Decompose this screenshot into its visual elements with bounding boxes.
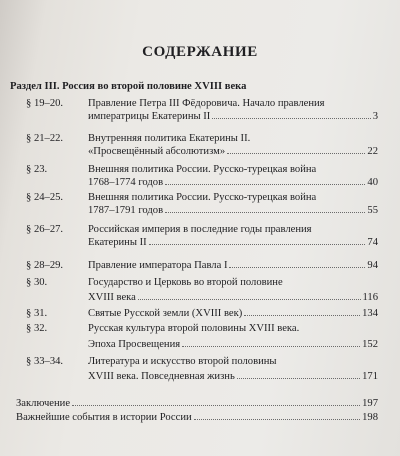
- page-number: 74: [367, 237, 378, 248]
- entry-title-line: Правление императора Павла I: [88, 260, 228, 271]
- entry-number: § 21–22.: [26, 133, 64, 144]
- entry-title-line: Внутренняя политика Екатерины II.: [88, 133, 251, 144]
- entry-title-line: Правление Петра III Фёдоровича. Начало правления: [88, 98, 325, 109]
- entry-title-line: Русская культура второй половины XVIII века.: [88, 323, 300, 334]
- toc-entry: [88, 146, 378, 158]
- entry-title-line: XVIII века. Повседневная жизнь: [88, 371, 235, 382]
- toc-entry: [88, 371, 378, 383]
- toc-entry-conclusion: [16, 398, 378, 409]
- entry-title-line: Литература и искусство второй половины: [88, 356, 277, 367]
- entry-number: § 26–27.: [26, 224, 64, 235]
- toc-entry: [88, 339, 378, 351]
- entry-title-line: «Просвещённый абсолютизм»: [88, 146, 226, 157]
- entry-number: § 28–29.: [26, 260, 64, 271]
- entry-title-line: Эпоха Просвещения: [88, 339, 181, 350]
- page-number: 22: [367, 146, 378, 157]
- page-number: 55: [367, 205, 378, 216]
- entry-number: § 31.: [26, 308, 48, 319]
- page-number: 198: [362, 412, 378, 423]
- page-number: 116: [362, 292, 378, 303]
- entry-title-line: Внешняя политика России. Русско-турецкая война: [88, 164, 317, 175]
- toc-entry: [88, 260, 378, 272]
- entry-title-line: Российская империя в последние годы правления: [88, 224, 312, 235]
- toc-entry: [88, 205, 378, 217]
- entry-number: § 30.: [26, 277, 48, 288]
- dot-leader: [138, 299, 361, 300]
- page-number: 134: [362, 308, 378, 319]
- dot-leader: [182, 346, 360, 347]
- dot-leader: [227, 153, 365, 154]
- toc-entry: [88, 177, 378, 189]
- entry-title: Важнейшие события в истории России: [16, 412, 192, 423]
- page-number: 197: [362, 398, 378, 409]
- entry-title-line: Государство и Церковь во второй половине: [88, 277, 283, 288]
- dot-leader: [149, 244, 366, 245]
- entry-title-line: 1768–1774 годов: [88, 177, 164, 188]
- page-number: 94: [367, 260, 378, 271]
- dot-leader: [237, 378, 360, 379]
- page-number: 171: [362, 371, 378, 382]
- toc-entry: [88, 308, 378, 320]
- dot-leader: [194, 419, 360, 420]
- dot-leader: [244, 315, 360, 316]
- dot-leader: [229, 267, 365, 268]
- entry-title: Заключение: [16, 398, 71, 409]
- entry-title-line: Екатерины II: [88, 237, 147, 248]
- dot-leader: [72, 405, 360, 406]
- toc-entry: [88, 111, 378, 123]
- dot-leader: [165, 212, 365, 213]
- entry-title-line: Святые Русской земли (XVIII век): [88, 308, 243, 319]
- entry-title-line: Внешняя политика России. Русско-турецкая война: [88, 192, 317, 203]
- page-number: 152: [362, 339, 378, 350]
- entry-title-line: 1787–1791 годов: [88, 205, 164, 216]
- section-heading: Раздел III. Россия во второй половине XVIII века: [10, 81, 247, 92]
- entry-number: § 32.: [26, 323, 48, 334]
- page-title: СОДЕРЖАНИЕ: [142, 44, 258, 60]
- toc-entry: [88, 292, 378, 304]
- entry-number: § 24–25.: [26, 192, 64, 203]
- entry-number: § 23.: [26, 164, 48, 175]
- dot-leader: [165, 184, 365, 185]
- toc-entry: [88, 237, 378, 249]
- toc-entry-key-events: [16, 412, 378, 423]
- entry-title-line: XVIII века: [88, 292, 136, 303]
- entry-number: § 19–20.: [26, 98, 64, 109]
- entry-number: § 33–34.: [26, 356, 64, 367]
- entry-title-line: императрицы Екатерины II: [88, 111, 211, 122]
- page-number: 3: [372, 111, 378, 122]
- dot-leader: [212, 118, 370, 119]
- page-number: 40: [367, 177, 378, 188]
